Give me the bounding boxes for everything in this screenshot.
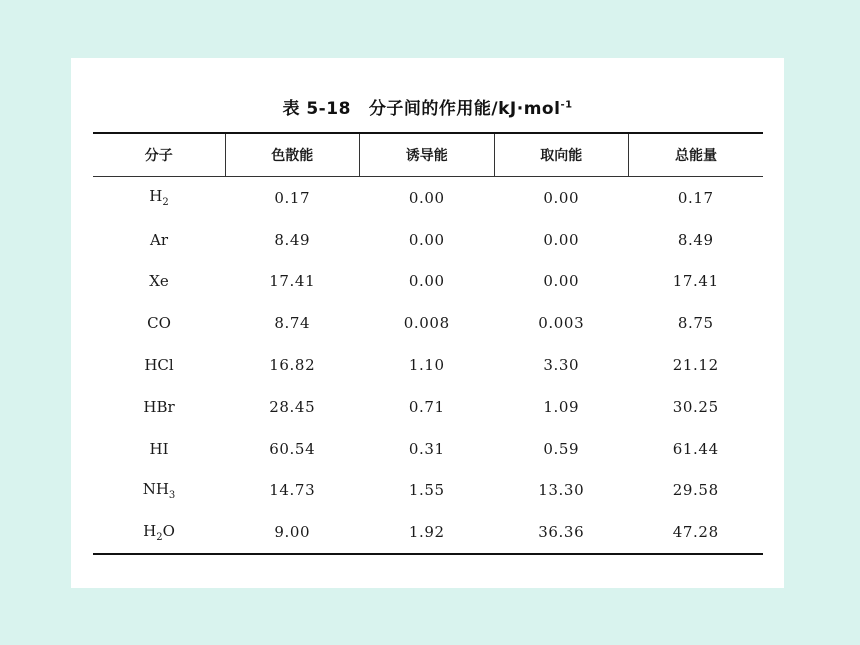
header-dispersion: 色散能 xyxy=(225,133,360,177)
table-title: 分子间的作用能 xyxy=(368,99,492,119)
orientation-energy-cell: 0.59 xyxy=(543,439,580,458)
total-energy-cell: 47.28 xyxy=(672,523,719,542)
orientation-energy-cell: 13.30 xyxy=(538,481,585,500)
molecule-formula: HCl xyxy=(144,356,174,375)
molecule-formula: NH xyxy=(142,479,169,498)
dispersion-energy-cell: 16.82 xyxy=(269,356,316,375)
molecule-cell xyxy=(93,511,225,554)
induction-energy-cell: 1.10 xyxy=(408,356,445,375)
table-row xyxy=(93,261,763,303)
dispersion-energy-cell: 14.73 xyxy=(269,481,316,500)
molecule-cell xyxy=(93,177,225,219)
dispersion-energy-cell: 0.17 xyxy=(274,188,311,207)
table-row xyxy=(93,302,763,344)
header-molecule: 分子 xyxy=(144,148,173,164)
orientation-energy-cell: 36.36 xyxy=(538,523,585,542)
table-row xyxy=(93,344,763,386)
molecule-formula: HBr xyxy=(143,397,175,416)
table-row xyxy=(93,386,763,428)
total-energy-cell: 8.75 xyxy=(677,314,714,333)
total-energy-cell: 29.58 xyxy=(672,481,719,500)
induction-energy-cell: 0.31 xyxy=(408,439,445,458)
dispersion-energy-cell: 8.74 xyxy=(274,314,311,333)
molecule-formula: H xyxy=(149,187,163,206)
induction-energy-cell: 0.00 xyxy=(408,272,445,291)
table-caption xyxy=(71,94,784,119)
induction-energy-cell: 1.92 xyxy=(408,523,445,542)
orientation-energy-cell: 0.003 xyxy=(538,314,585,333)
induction-energy-cell: 1.55 xyxy=(408,481,445,500)
orientation-energy-cell: 3.30 xyxy=(543,356,580,375)
orientation-energy-cell: 0.00 xyxy=(543,272,580,291)
molecule-cell xyxy=(93,344,225,386)
header-orientation: 取向能 xyxy=(494,133,629,177)
molecule-formula-tail: O xyxy=(162,521,175,540)
molecule-formula: Ar xyxy=(149,230,168,249)
total-energy-cell: 21.12 xyxy=(672,356,719,375)
molecule-cell xyxy=(93,302,225,344)
induction-energy-cell: 0.00 xyxy=(408,188,445,207)
scanned-page xyxy=(71,58,784,588)
dispersion-energy-cell: 28.45 xyxy=(269,397,316,416)
header-induction: 诱导能 xyxy=(360,133,495,177)
total-energy-cell: 0.17 xyxy=(677,188,714,207)
molecule-subscript: 2 xyxy=(156,531,163,543)
table-row xyxy=(93,177,763,219)
molecule-cell xyxy=(93,386,225,428)
induction-energy-cell: 0.71 xyxy=(408,397,445,416)
molecule-formula: H xyxy=(143,521,157,540)
total-energy-cell: 61.44 xyxy=(672,439,719,458)
table-row xyxy=(93,219,763,261)
induction-energy-cell: 0.008 xyxy=(403,314,450,333)
header-row xyxy=(93,133,763,177)
molecule-cell xyxy=(93,428,225,470)
dispersion-energy-cell: 60.54 xyxy=(269,439,316,458)
molecule-formula: HI xyxy=(149,439,169,458)
table-row xyxy=(93,470,763,512)
header-total: 总能量 xyxy=(629,133,764,177)
table-row xyxy=(93,511,763,554)
dispersion-energy-cell: 17.41 xyxy=(269,272,316,291)
molecule-cell xyxy=(93,470,225,512)
induction-energy-cell: 0.00 xyxy=(408,230,445,249)
dispersion-energy-cell: 9.00 xyxy=(274,523,311,542)
table-number: 表 5-18 xyxy=(282,99,351,119)
total-energy-cell: 8.49 xyxy=(677,230,714,249)
molecule-cell xyxy=(93,261,225,303)
orientation-energy-cell: 1.09 xyxy=(543,397,580,416)
molecule-cell xyxy=(93,219,225,261)
total-energy-cell: 17.41 xyxy=(672,272,719,291)
dispersion-energy-cell: 8.49 xyxy=(274,230,311,249)
table-row xyxy=(93,428,763,470)
total-energy-cell: 30.25 xyxy=(672,397,719,416)
interaction-energy-table xyxy=(93,132,763,555)
molecule-subscript: 3 xyxy=(168,489,176,501)
orientation-energy-cell: 0.00 xyxy=(543,188,580,207)
unit-exponent: -1 xyxy=(560,99,573,111)
molecule-formula: CO xyxy=(147,314,171,333)
molecule-subscript: 2 xyxy=(162,197,169,209)
molecule-formula: Xe xyxy=(149,272,169,291)
orientation-energy-cell: 0.00 xyxy=(543,230,580,249)
unit-prefix: /kJ·mol xyxy=(491,99,561,119)
